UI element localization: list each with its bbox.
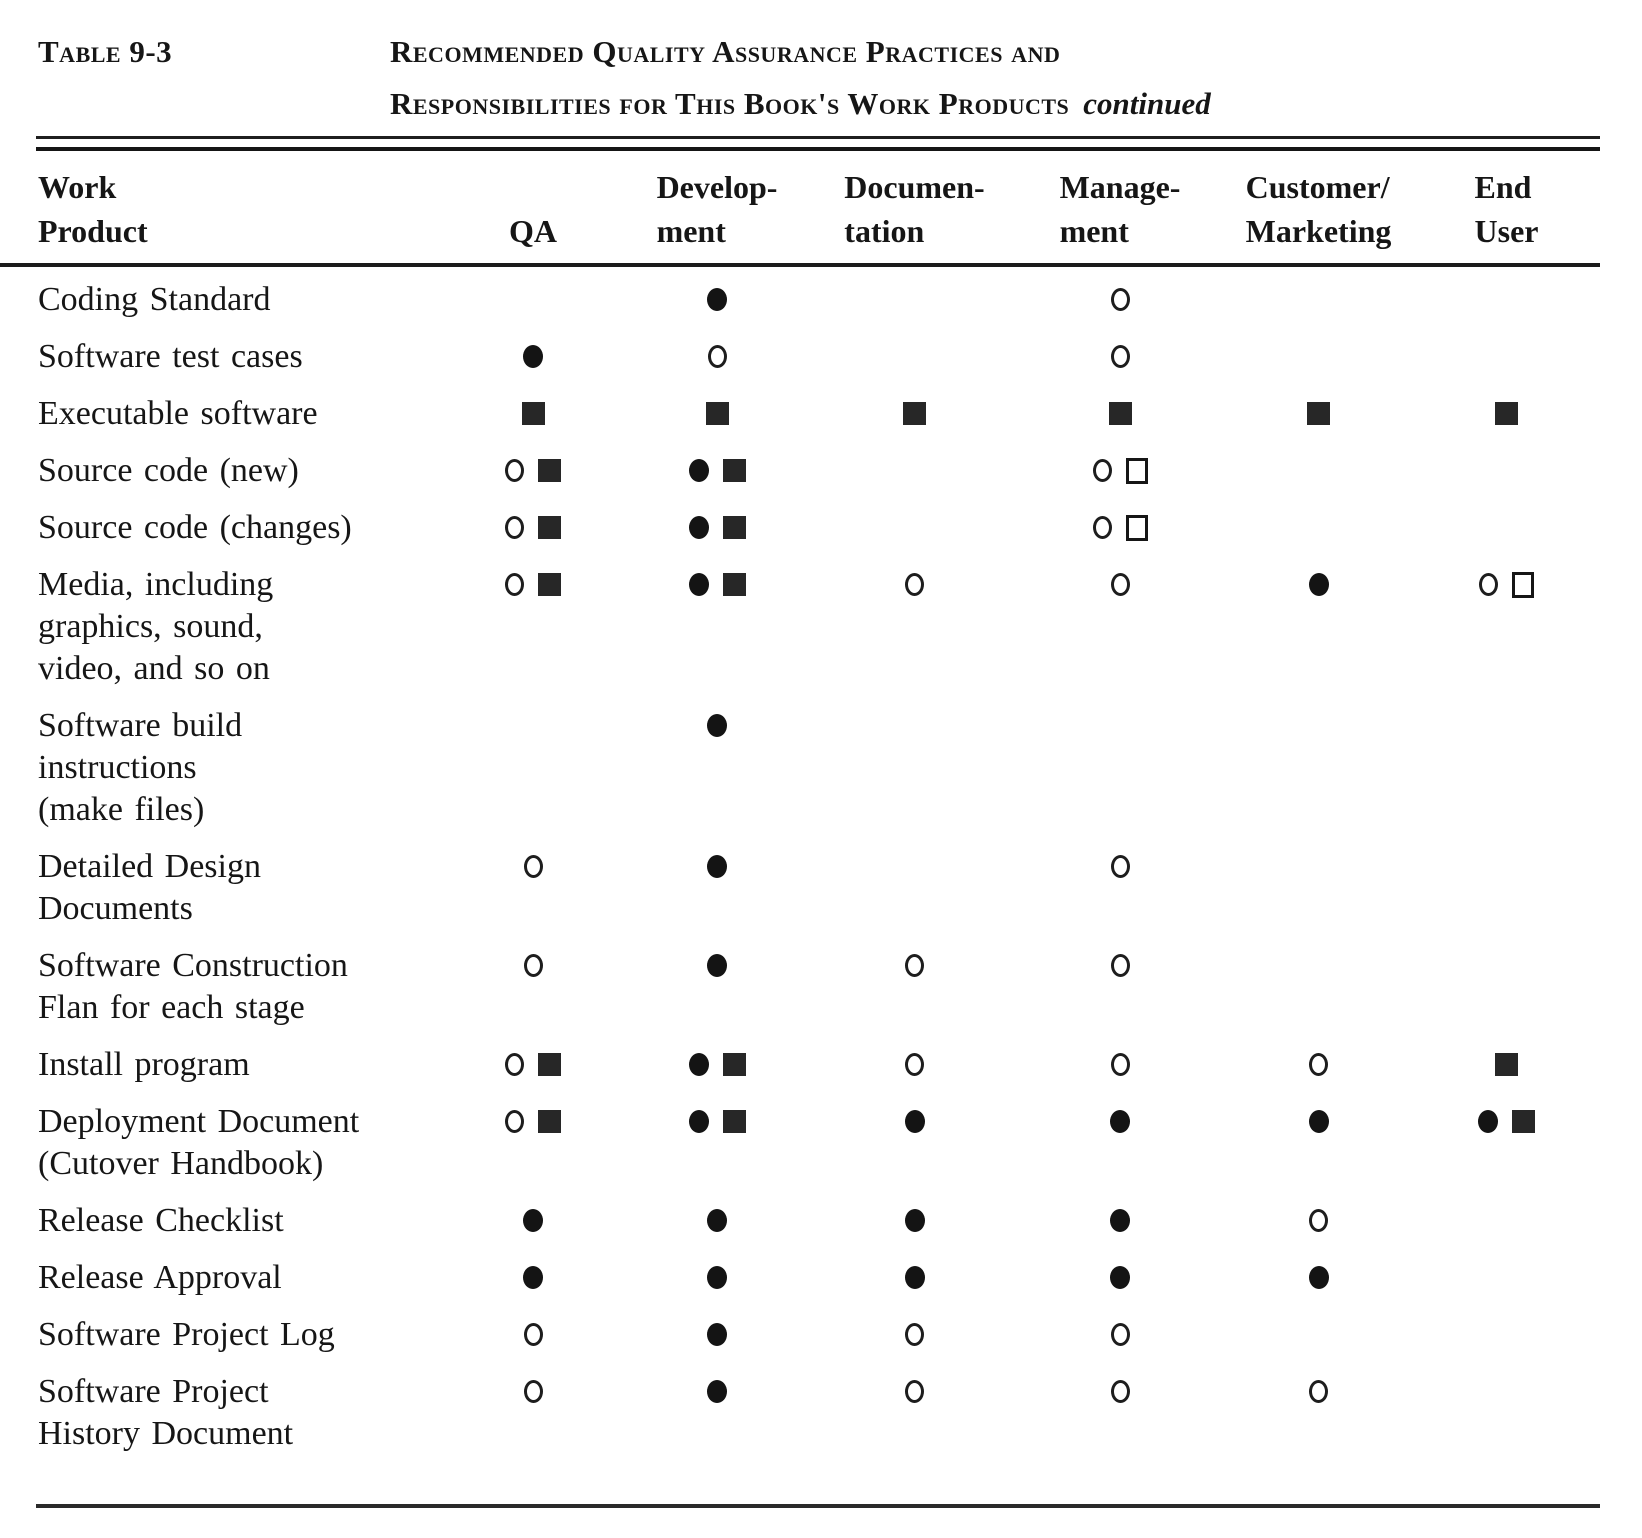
filled-circle-icon (689, 573, 709, 596)
filled-circle-icon (905, 1266, 925, 1289)
cell-customer-marketing (1224, 265, 1413, 336)
table-row (0, 1101, 1600, 1200)
filled-circle-icon (1309, 1266, 1329, 1289)
table-row (0, 1371, 1600, 1470)
cell-development (621, 265, 813, 336)
open-circle-icon (1111, 345, 1130, 368)
open-circle-icon (505, 516, 524, 539)
cell-qa (445, 1314, 621, 1371)
table-row (0, 1200, 1600, 1257)
work-product-name: Coding Standard (38, 281, 271, 318)
work-product-name: Executable software (38, 395, 318, 432)
cell-management (1016, 564, 1224, 705)
cell-qa (445, 564, 621, 705)
filled-square-icon (723, 573, 746, 596)
cell-qa (445, 336, 621, 393)
header-row (0, 157, 1600, 265)
table-row (0, 450, 1600, 507)
open-circle-icon (1309, 1380, 1328, 1403)
cell-qa (445, 1044, 621, 1101)
filled-circle-icon (707, 1380, 727, 1403)
filled-circle-icon (905, 1209, 925, 1232)
table-row (0, 336, 1600, 393)
open-circle-icon (1309, 1053, 1328, 1076)
cell-customer-marketing (1224, 945, 1413, 1044)
cell-development (621, 450, 813, 507)
open-square-icon (1512, 572, 1534, 598)
top-double-rule (36, 136, 1600, 151)
cell-management (1016, 705, 1224, 846)
table-title-line2 (390, 78, 1211, 130)
cell-documentation (813, 336, 1016, 393)
filled-square-icon (723, 459, 746, 482)
cell-qa (445, 393, 621, 450)
filled-circle-icon (689, 516, 709, 539)
cell-documentation (813, 1200, 1016, 1257)
open-circle-icon (524, 855, 543, 878)
table-body (0, 265, 1600, 1470)
work-product-name: Release Approval (38, 1259, 282, 1296)
filled-square-icon (538, 1110, 561, 1133)
cell-management (1016, 846, 1224, 945)
filled-circle-icon (707, 1266, 727, 1289)
table-row (0, 1314, 1600, 1371)
open-circle-icon (905, 954, 924, 977)
table-row (0, 393, 1600, 450)
cell-qa (445, 1371, 621, 1470)
filled-circle-icon (707, 714, 727, 737)
filled-square-icon (1495, 1053, 1518, 1076)
cell-end-user (1413, 1314, 1600, 1371)
open-circle-icon (708, 345, 727, 368)
open-square-icon (1126, 515, 1148, 541)
work-product-name: Media, including graphics, sound, video, and so on (38, 566, 274, 687)
filled-circle-icon (523, 1209, 543, 1232)
filled-circle-icon (1309, 1110, 1329, 1133)
cell-development (621, 393, 813, 450)
qa-practices-table (0, 157, 1600, 1470)
col-header-development: Develop- ment (621, 157, 813, 265)
cell-customer-marketing (1224, 705, 1413, 846)
open-circle-icon (905, 573, 924, 596)
cell-development (621, 705, 813, 846)
table-row (0, 265, 1600, 336)
cell-management (1016, 945, 1224, 1044)
cell-end-user (1413, 393, 1600, 450)
cell-development (621, 1314, 813, 1371)
open-circle-icon (905, 1053, 924, 1076)
cell-customer-marketing (1224, 1257, 1413, 1314)
cell-development (621, 336, 813, 393)
cell-customer-marketing (1224, 846, 1413, 945)
table-row (0, 705, 1600, 846)
cell-development (621, 507, 813, 564)
filled-square-icon (538, 573, 561, 596)
table-row (0, 564, 1600, 705)
cell-customer-marketing (1224, 450, 1413, 507)
work-product-name: Release Checklist (38, 1202, 284, 1239)
cell-management (1016, 1371, 1224, 1470)
cell-development (621, 1044, 813, 1101)
filled-square-icon (538, 516, 561, 539)
work-product-name: Detailed Design Documents (38, 848, 261, 927)
filled-square-icon (1109, 402, 1132, 425)
cell-end-user (1413, 846, 1600, 945)
filled-square-icon (723, 1053, 746, 1076)
col-header-qa: QA (445, 157, 621, 265)
cell-qa (445, 945, 621, 1044)
cell-development (621, 1101, 813, 1200)
cell-documentation (813, 507, 1016, 564)
cell-documentation (813, 945, 1016, 1044)
work-product-name: Source code (new) (38, 452, 299, 489)
filled-square-icon (706, 402, 729, 425)
work-product-name: Software Construction Flan for each stage (38, 947, 348, 1026)
open-circle-icon (1479, 573, 1498, 596)
open-circle-icon (1111, 1323, 1130, 1346)
cell-documentation (813, 705, 1016, 846)
cell-management (1016, 1314, 1224, 1371)
filled-square-icon (522, 402, 545, 425)
filled-circle-icon (707, 1323, 727, 1346)
filled-circle-icon (905, 1110, 925, 1133)
cell-development (621, 846, 813, 945)
open-circle-icon (505, 1110, 524, 1133)
col-header-customer-marketing: Customer/ Marketing (1224, 157, 1413, 265)
open-circle-icon (1309, 1209, 1328, 1232)
filled-circle-icon (1110, 1110, 1130, 1133)
cell-documentation (813, 450, 1016, 507)
table-row (0, 945, 1600, 1044)
cell-qa (445, 1101, 621, 1200)
cell-customer-marketing (1224, 336, 1413, 393)
cell-management (1016, 450, 1224, 507)
cell-end-user (1413, 450, 1600, 507)
filled-square-icon (1512, 1110, 1535, 1133)
cell-qa (445, 846, 621, 945)
table-title-line1: Recommended Quality Assurance Practices and (390, 34, 1061, 69)
cell-customer-marketing (1224, 564, 1413, 705)
cell-management (1016, 1101, 1224, 1200)
open-circle-icon (1111, 1053, 1130, 1076)
open-circle-icon (1093, 459, 1112, 482)
cell-customer-marketing (1224, 393, 1413, 450)
cell-end-user (1413, 945, 1600, 1044)
cell-end-user (1413, 1371, 1600, 1470)
cell-qa (445, 450, 621, 507)
table-caption (38, 26, 1602, 130)
cell-development (621, 564, 813, 705)
cell-customer-marketing (1224, 1044, 1413, 1101)
open-circle-icon (905, 1380, 924, 1403)
cell-documentation (813, 846, 1016, 945)
cell-management (1016, 507, 1224, 564)
cell-development (621, 1371, 813, 1470)
cell-management (1016, 1257, 1224, 1314)
open-circle-icon (1093, 516, 1112, 539)
cell-end-user (1413, 564, 1600, 705)
filled-circle-icon (523, 1266, 543, 1289)
open-circle-icon (524, 1323, 543, 1346)
open-circle-icon (524, 1380, 543, 1403)
cell-qa (445, 507, 621, 564)
cell-end-user (1413, 1101, 1600, 1200)
work-product-name: Deployment Document (Cutover Handbook) (38, 1103, 360, 1182)
bottom-rule (36, 1504, 1600, 1508)
table-title (390, 26, 1211, 130)
filled-square-icon (903, 402, 926, 425)
open-circle-icon (905, 1323, 924, 1346)
filled-circle-icon (523, 345, 543, 368)
cell-end-user (1413, 1044, 1600, 1101)
open-square-icon (1126, 458, 1148, 484)
cell-management (1016, 1200, 1224, 1257)
table-header (0, 157, 1600, 265)
cell-documentation (813, 393, 1016, 450)
table-row (0, 507, 1600, 564)
cell-end-user (1413, 705, 1600, 846)
open-circle-icon (505, 1053, 524, 1076)
filled-circle-icon (1478, 1110, 1498, 1133)
open-circle-icon (1111, 954, 1130, 977)
filled-circle-icon (1110, 1209, 1130, 1232)
work-product-name: Source code (changes) (38, 509, 352, 546)
work-product-name: Software Project Log (38, 1316, 335, 1353)
table-label: Table 9-3 (38, 34, 173, 69)
filled-square-icon (723, 516, 746, 539)
filled-square-icon (538, 1053, 561, 1076)
open-circle-icon (524, 954, 543, 977)
cell-management (1016, 1044, 1224, 1101)
cell-documentation (813, 1257, 1016, 1314)
table-row (0, 1044, 1600, 1101)
filled-circle-icon (707, 288, 727, 311)
open-circle-icon (1111, 573, 1130, 596)
open-circle-icon (505, 459, 524, 482)
filled-circle-icon (1110, 1266, 1130, 1289)
cell-documentation (813, 1371, 1016, 1470)
filled-square-icon (538, 459, 561, 482)
open-circle-icon (1111, 288, 1130, 311)
filled-circle-icon (689, 1110, 709, 1133)
work-product-name: Software Project History Document (38, 1373, 294, 1452)
open-circle-icon (505, 573, 524, 596)
filled-circle-icon (707, 954, 727, 977)
cell-end-user (1413, 336, 1600, 393)
cell-documentation (813, 265, 1016, 336)
cell-end-user (1413, 265, 1600, 336)
filled-square-icon (1307, 402, 1330, 425)
work-product-name: Install program (38, 1046, 250, 1083)
continued-marker: continued (1083, 86, 1211, 121)
cell-management (1016, 265, 1224, 336)
cell-end-user (1413, 507, 1600, 564)
table-row (0, 846, 1600, 945)
cell-customer-marketing (1224, 1101, 1413, 1200)
cell-customer-marketing (1224, 1200, 1413, 1257)
cell-customer-marketing (1224, 1371, 1413, 1470)
open-circle-icon (1111, 855, 1130, 878)
filled-circle-icon (707, 855, 727, 878)
cell-development (621, 945, 813, 1044)
cell-customer-marketing (1224, 507, 1413, 564)
cell-qa (445, 1200, 621, 1257)
col-header-end-user: End User (1413, 157, 1600, 265)
col-header-documentation: Documen- tation (813, 157, 1016, 265)
cell-qa (445, 705, 621, 846)
filled-circle-icon (1309, 573, 1329, 596)
cell-documentation (813, 564, 1016, 705)
cell-management (1016, 336, 1224, 393)
filled-circle-icon (707, 1209, 727, 1232)
work-product-name: Software build instructions (make files) (38, 707, 243, 828)
filled-square-icon (1495, 402, 1518, 425)
table-row (0, 1257, 1600, 1314)
filled-circle-icon (689, 459, 709, 482)
filled-square-icon (723, 1110, 746, 1133)
cell-qa (445, 265, 621, 336)
col-header-management: Manage- ment (1016, 157, 1224, 265)
cell-management (1016, 393, 1224, 450)
work-product-name: Software test cases (38, 338, 303, 375)
cell-documentation (813, 1314, 1016, 1371)
cell-qa (445, 1257, 621, 1314)
cell-end-user (1413, 1200, 1600, 1257)
cell-documentation (813, 1044, 1016, 1101)
cell-development (621, 1200, 813, 1257)
col-header-work-product: Work Product (0, 157, 445, 265)
open-circle-icon (1111, 1380, 1130, 1403)
cell-end-user (1413, 1257, 1600, 1314)
table-title-line2-text: Responsibilities for This Book's Work Products (390, 86, 1070, 121)
cell-documentation (813, 1101, 1016, 1200)
cell-customer-marketing (1224, 1314, 1413, 1371)
filled-circle-icon (689, 1053, 709, 1076)
cell-development (621, 1257, 813, 1314)
